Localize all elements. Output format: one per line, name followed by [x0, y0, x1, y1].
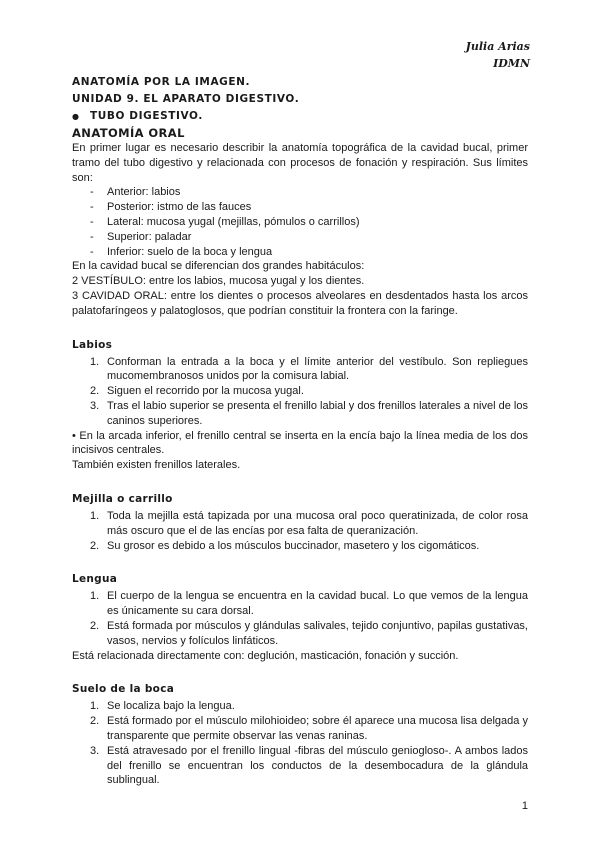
suelo-list: [72, 699, 528, 788]
intro-line-a: En la cavidad bucal se diferencian dos grandes habitáculos:: [72, 260, 365, 273]
mejilla-list: [72, 509, 528, 553]
list-item: - Inferior: suelo de la boca y lengua: [72, 245, 528, 260]
author-name: Julia Arias: [465, 40, 530, 53]
labios-list: [72, 355, 528, 429]
list-item: 2. Está formada por músculos y glándulas salivales, tejido conjuntivo, papilas gustativas, vasos, nervios y folículos linfáticos.: [90, 619, 528, 647]
list-item: 2. Siguen el recorrido por la mucosa yugal.: [90, 385, 304, 398]
list-item: 3. Está atravesado por el frenillo lingual -fibras del músculo geniogloso-. A ambos lados del frenillo se encuentran los conductos de la desembocadura de la glándula sublingual.: [90, 744, 528, 787]
list-item: 2. Está formado por el músculo milohioideo; sobre él aparece una mucosa lisa delgada y transparente que permite observar las venas raninas.: [90, 715, 528, 742]
page-number: 1: [521, 800, 528, 812]
list-item: 1. El cuerpo de la lengua se encuentra en la cavidad bucal. Lo que vemos de la lengua es únicamente su cara dorsal.: [90, 590, 528, 618]
section-title-lengua: Lengua: [72, 573, 118, 586]
labios-note-1: • En la arcada inferior, el frenillo central se inserta en la encía bajo la línea media de los dos incisivos centrales.: [72, 429, 528, 457]
section-title-labios: Labios: [72, 338, 113, 351]
heading-unit: UNIDAD 9. EL APARATO DIGESTIVO.: [72, 93, 300, 105]
intro-line-c: 3 CAVIDAD ORAL: entre los dientes o procesos alveolares en desdentados hasta los arcos palatofaríngeos y palatoglosos, que podrían constituir la frontera con la faringe.: [72, 289, 528, 317]
list-item: 1. Toda la mejilla está tapizada por una mucosa oral poco queratinizada, de color rosa más oscuro que el de las encías por esa falta de queranización.: [90, 509, 528, 537]
list-item: - Posterior: istmo de las fauces: [72, 200, 528, 215]
heading-course: ANATOMÍA POR LA IMAGEN.: [72, 76, 251, 88]
list-item: 2. Su grosor es debido a los músculos buccinador, masetero y los cigomáticos.: [90, 539, 480, 552]
author-org: IDMN: [493, 57, 530, 70]
intro-paragraph: En primer lugar es necesario describir la anatomía topográfica de la cavidad bucal, primer tramo del tubo digestivo y relacionada con procesos de fonación y respiración. Sus límites son:: [72, 142, 528, 184]
heading-section: ANATOMÍA ORAL: [72, 126, 185, 140]
lengua-list: [72, 589, 528, 648]
list-item: 1. Se localiza bajo la lengua.: [90, 700, 235, 713]
list-item: - Lateral: mucosa yugal (mejillas, pómulos o carrillos): [72, 215, 528, 230]
lengua-note: Está relacionada directamente con: deglución, masticación, fonación y succión.: [72, 649, 459, 662]
list-item: 1. Conforman la entrada a la boca y el límite anterior del vestíbulo. Son repliegues mucomembranosos unidos por la comisura labial.: [90, 355, 528, 383]
intro-line-b: 2 VESTÍBULO: entre los labios, mucosa yugal y los dientes.: [72, 275, 365, 288]
list-item: - Anterior: labios: [72, 185, 528, 200]
document-body: [72, 74, 528, 788]
list-item: 3. Tras el labio superior se presenta el frenillo labial y dos frenillos laterales a nivel de los caninos superiores.: [90, 399, 528, 427]
list-item: - Superior: paladar: [72, 230, 528, 245]
section-title-mejilla: Mejilla o carrillo: [72, 492, 173, 505]
heading-topic: ● TUBO DIGESTIVO.: [72, 108, 528, 125]
labios-note-2: También existen frenillos laterales.: [72, 459, 241, 472]
limits-list: [72, 185, 528, 259]
section-title-suelo: Suelo de la boca: [72, 683, 175, 696]
